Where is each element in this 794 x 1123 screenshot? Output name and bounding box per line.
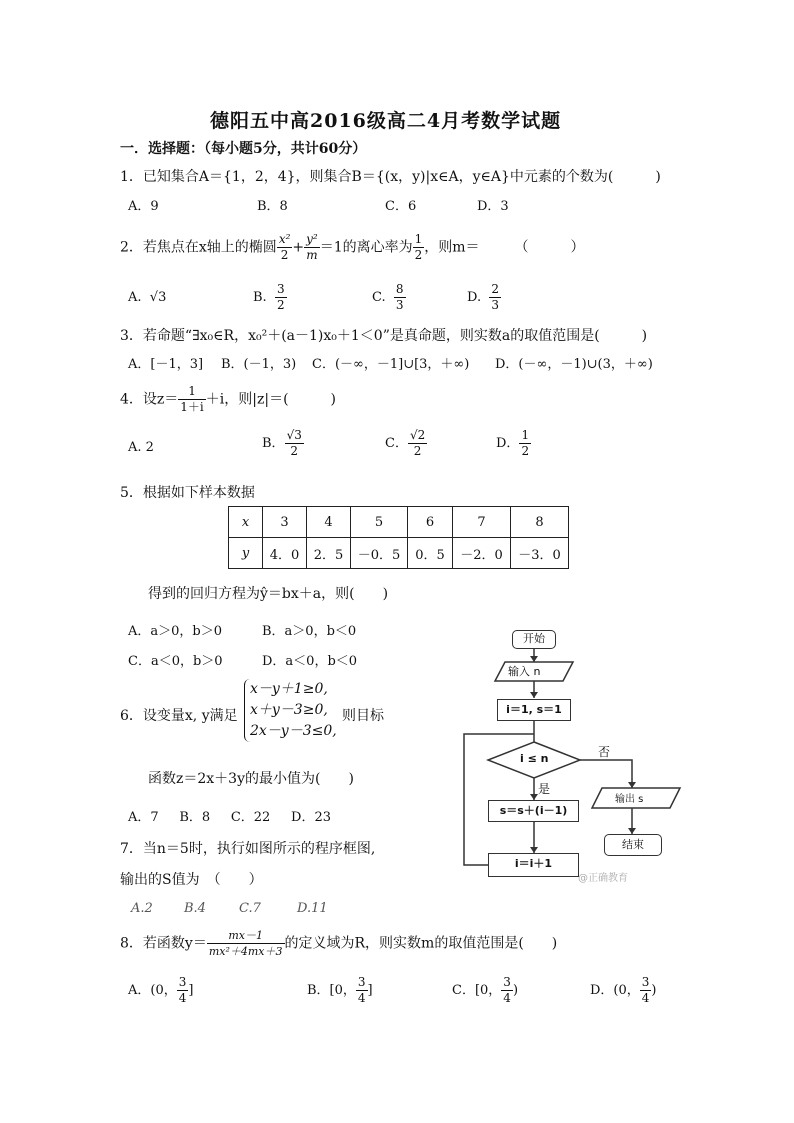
q4-option-c: C． $\frac{√2}{2}$ (385, 428, 426, 458)
table-cell: 8 (511, 507, 569, 538)
question-2: 2．若焦点在x轴上的椭圆 $\frac{\text{x²}}{2}$ + $\frac{\text{y²}}{m}$ ＝1的离心率为 $\frac{1}{2}$ ，则m＝ （ ） (120, 232, 585, 262)
flowchart-init: i＝1, s＝1 (497, 699, 571, 721)
q1-option-a: A．9 (128, 199, 159, 214)
q8-option-d: D．(0， $\frac{3}{4}$ ) (590, 975, 657, 1005)
q4-option-d: D． $\frac{1}{2}$ (496, 428, 530, 458)
q3-option-c: C．(－∞，－1]∪[3，＋∞) (312, 357, 470, 372)
q7-option-a: A.2 (131, 901, 153, 916)
section-heading: 一．选择题：（每小题5分，共计60分） (120, 141, 367, 157)
constraint-1: x－y＋1≥0, (250, 681, 328, 697)
q2-option-c: C. $\frac{8}{3}$ (372, 282, 404, 312)
q5-regression-text: 得到的回归方程为ŷ＝bx＋a，则( ) (148, 586, 389, 602)
question-5: 5．根据如下样本数据 (120, 485, 255, 501)
q1-option-d: D．3 (477, 199, 509, 214)
flowchart-input: 输入 n (508, 665, 541, 678)
table-cell: y (229, 538, 263, 569)
question-6-objective: 函数z＝2x＋3y的最小值为( ) (148, 771, 354, 787)
constraint-3: 2x－y－3≤0, (250, 723, 337, 739)
q2-option-a: A. √3 (128, 290, 167, 305)
table-cell: 2．5 (307, 538, 351, 569)
q5-option-a: A．a＞0，b＞0 (128, 624, 223, 639)
table-cell: 4 (307, 507, 351, 538)
q7-option-d: D.11 (297, 901, 328, 916)
q3-option-a: A．[－1，3] (128, 357, 204, 372)
question-4: 4．设z＝ $\frac{1}{1+i}$ ＋i，则|z|＝( ) (120, 384, 336, 414)
table-cell: x (229, 507, 263, 538)
table-cell: －3．0 (511, 538, 569, 569)
flowchart-start: 开始 (512, 630, 556, 649)
q3-option-b: B．(－1，3) (221, 357, 297, 372)
q7-option-b: B.4 (184, 901, 206, 916)
question-6-suffix: 则目标 (342, 708, 384, 724)
q3-option-d: D．(－∞，－1)∪(3，＋∞) (495, 357, 653, 372)
q1-option-c: C．6 (385, 199, 417, 214)
page-title: 德阳五中高2016级高二4月考数学试题 (210, 110, 562, 132)
q8-option-a: A．(0， $\frac{3}{4}$ ] (128, 975, 194, 1005)
flowchart-update-i: i＝i＋1 (488, 853, 579, 877)
table-cell: 6 (408, 507, 453, 538)
flowchart-end: 结束 (604, 834, 662, 856)
flowchart-yes-label: 是 (538, 782, 551, 796)
table-cell: 3 (263, 507, 307, 538)
q4-option-b: B． $\frac{√3}{2}$ (262, 428, 302, 458)
table-cell: 4．0 (263, 538, 307, 569)
table-cell: －2．0 (453, 538, 511, 569)
flowchart-condition: i ≤ n (520, 752, 549, 765)
question-6-prefix: 6．设变量x, y满足 (120, 708, 238, 724)
table-cell: 7 (453, 507, 511, 538)
table-cell: 0．5 (408, 538, 453, 569)
table-cell: 5 (351, 507, 408, 538)
flowchart-output: 输出 s (615, 794, 644, 805)
constraint-2: x＋y－3≥0, (250, 702, 328, 718)
question-8: 8．若函数y＝ $\frac{mx-1}{\text{mx²＋4mx＋3}}$ 的定义域为R，则实数m的取值范围是( ) (120, 929, 558, 958)
q5-option-c: C．a＜0，b＞0 (128, 654, 223, 669)
flowchart-no-label: 否 (598, 745, 611, 759)
q5-option-d: D．a＜0，b＜0 (262, 654, 358, 669)
q6-options: A．7 B．8 C．22 D．23 (128, 810, 331, 825)
question-7-line2: 输出的S值为 （ ） (120, 872, 263, 888)
watermark: @正确教育 (578, 873, 628, 884)
q2-option-b: B. $\frac{3}{2}$ (253, 282, 285, 312)
q4-option-a: A. 2 (128, 440, 154, 455)
question-1: 1．已知集合A＝{1，2，4}，则集合B＝{(x，y)|x∈A，y∈A}中元素的个数为( ) (120, 169, 661, 185)
question-7: 7．当n＝5时，执行如图所示的程序框图, (120, 841, 376, 857)
q5-option-b: B．a＞0，b＜0 (262, 624, 357, 639)
q8-option-c: C．[0， $\frac{3}{4}$ ) (452, 975, 519, 1005)
question-3: 3．若命题“∃x₀∈R，x₀²＋(a－1)x₀＋1＜0”是真命题，则实数a的取值范围是( ) (120, 328, 648, 344)
q8-option-b: B．[0， $\frac{3}{4}$ ] (307, 975, 373, 1005)
q7-option-c: C.7 (239, 901, 261, 916)
q2-option-d: D. $\frac{2}{3}$ (467, 282, 499, 312)
flowchart-update-s: s＝s＋(i－1) (488, 800, 579, 822)
table-cell: －0．5 (351, 538, 408, 569)
q1-option-b: B．8 (257, 199, 288, 214)
